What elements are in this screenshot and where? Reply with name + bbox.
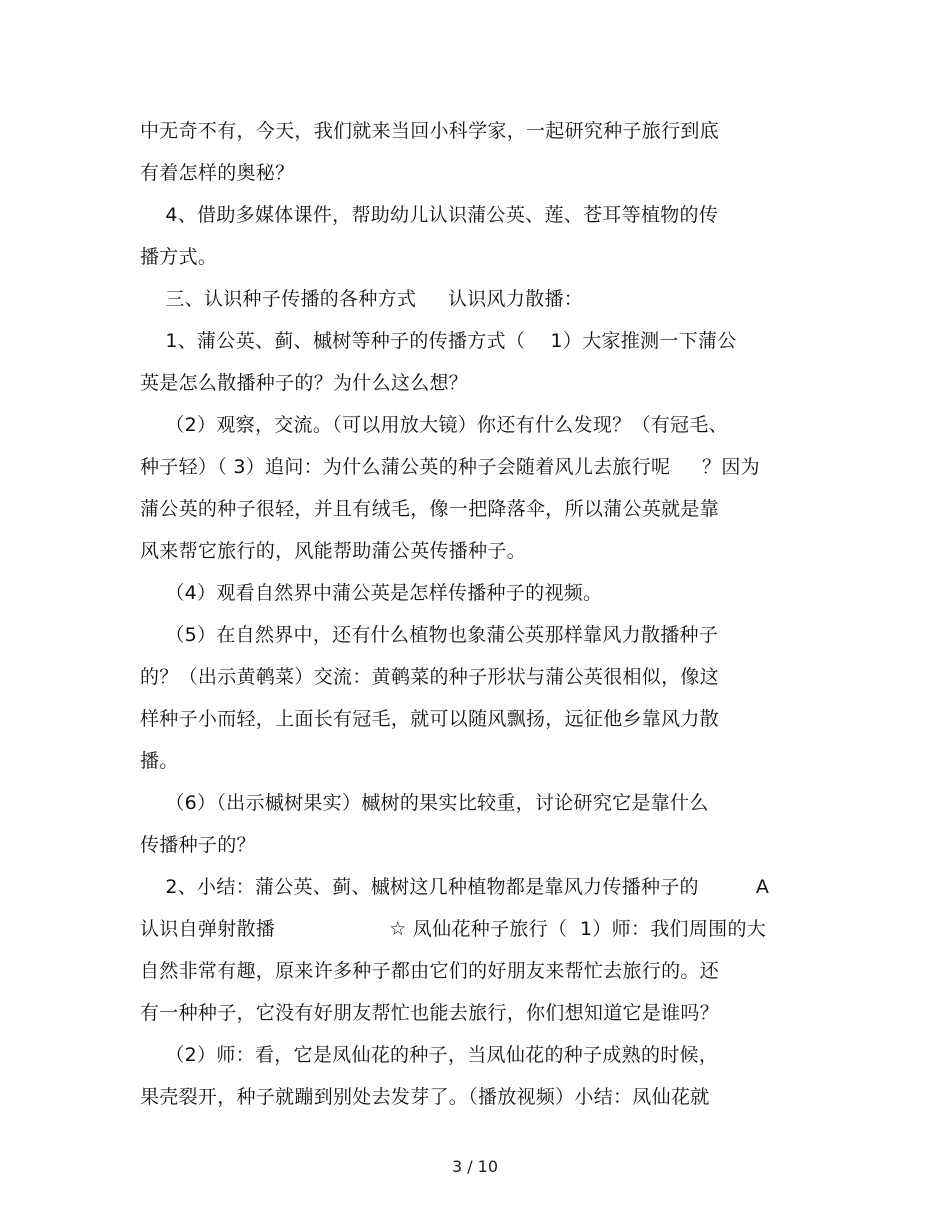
text-line: 风来帮它旅行的，风能帮助蒲公英传播种子。 (140, 540, 527, 562)
text-line: （2）师：看，它是凤仙花的种子，当凤仙花的种子成熟的时候， (140, 1044, 719, 1066)
text-line: 三、认识种子传播的各种方式 认识风力散播： (140, 288, 584, 310)
text-line: 2、小结：蒲公英、蓟、槭树这几种植物都是靠风力传播种子的 A (140, 876, 770, 898)
text-line: 中无奇不有，今天，我们就来当回小科学家，一起研究种子旅行到底 (140, 120, 720, 142)
text-line: 果壳裂开，种子就蹦到别处去发芽了。（播放视频）小结：凤仙花就 (140, 1086, 710, 1108)
text-line: （5）在自然界中，还有什么植物也象蒲公英那样靠风力散播种子 (140, 624, 719, 646)
text-line: 4、借助多媒体课件，帮助幼儿认识蒲公英、莲、苍耳等植物的传 (140, 204, 719, 226)
text-line: 传播种子的？ (140, 834, 256, 856)
page-number: 3 / 10 (451, 1157, 499, 1176)
text-line: 的？（出示黄鹌菜）交流：黄鹌菜的种子形状与蒲公英很相似，像这 (140, 666, 720, 688)
text-line: （4）观看自然界中蒲公英是怎样传播种子的视频。 (140, 582, 603, 604)
text-line: （2）观察，交流。（可以用放大镜）你还有什么发现？（有冠毛、 (140, 414, 728, 436)
text-line: 种子轻）（ 3）追问：为什么蒲公英的种子会随着风儿去旅行呢 ？因为 (140, 456, 760, 478)
text-line: 自然非常有趣，原来许多种子都由它们的好朋友来帮忙去旅行的。还 (140, 960, 720, 982)
text-line: （6）（出示槭树果实）槭树的果实比较重，讨论研究它是靠什么 (140, 792, 709, 814)
text-line: 有着怎样的奥秘？ (140, 162, 295, 184)
text-line: 播。 (140, 750, 179, 772)
text-line: 认识自弹射散播 ☆ 凤仙花种子旅行（ 1）师：我们周围的大 (140, 918, 767, 940)
text-line: 蒲公英的种子很轻，并且有绒毛，像一把降落伞，所以蒲公英就是靠 (140, 498, 720, 520)
text-line: 1、蒲公英、蓟、槭树等种子的传播方式（ 1）大家推测一下蒲公 (140, 330, 737, 352)
text-line: 播方式。 (140, 246, 218, 268)
text-line: 有一种种子，它没有好朋友帮忙也能去旅行，你们想知道它是谁吗？ (140, 1002, 720, 1024)
text-line: 样种子小而轻，上面长有冠毛，就可以随风飘扬，远征他乡靠风力散 (140, 708, 720, 730)
text-line: 英是怎么散播种子的？为什么这么想？ (140, 372, 469, 394)
